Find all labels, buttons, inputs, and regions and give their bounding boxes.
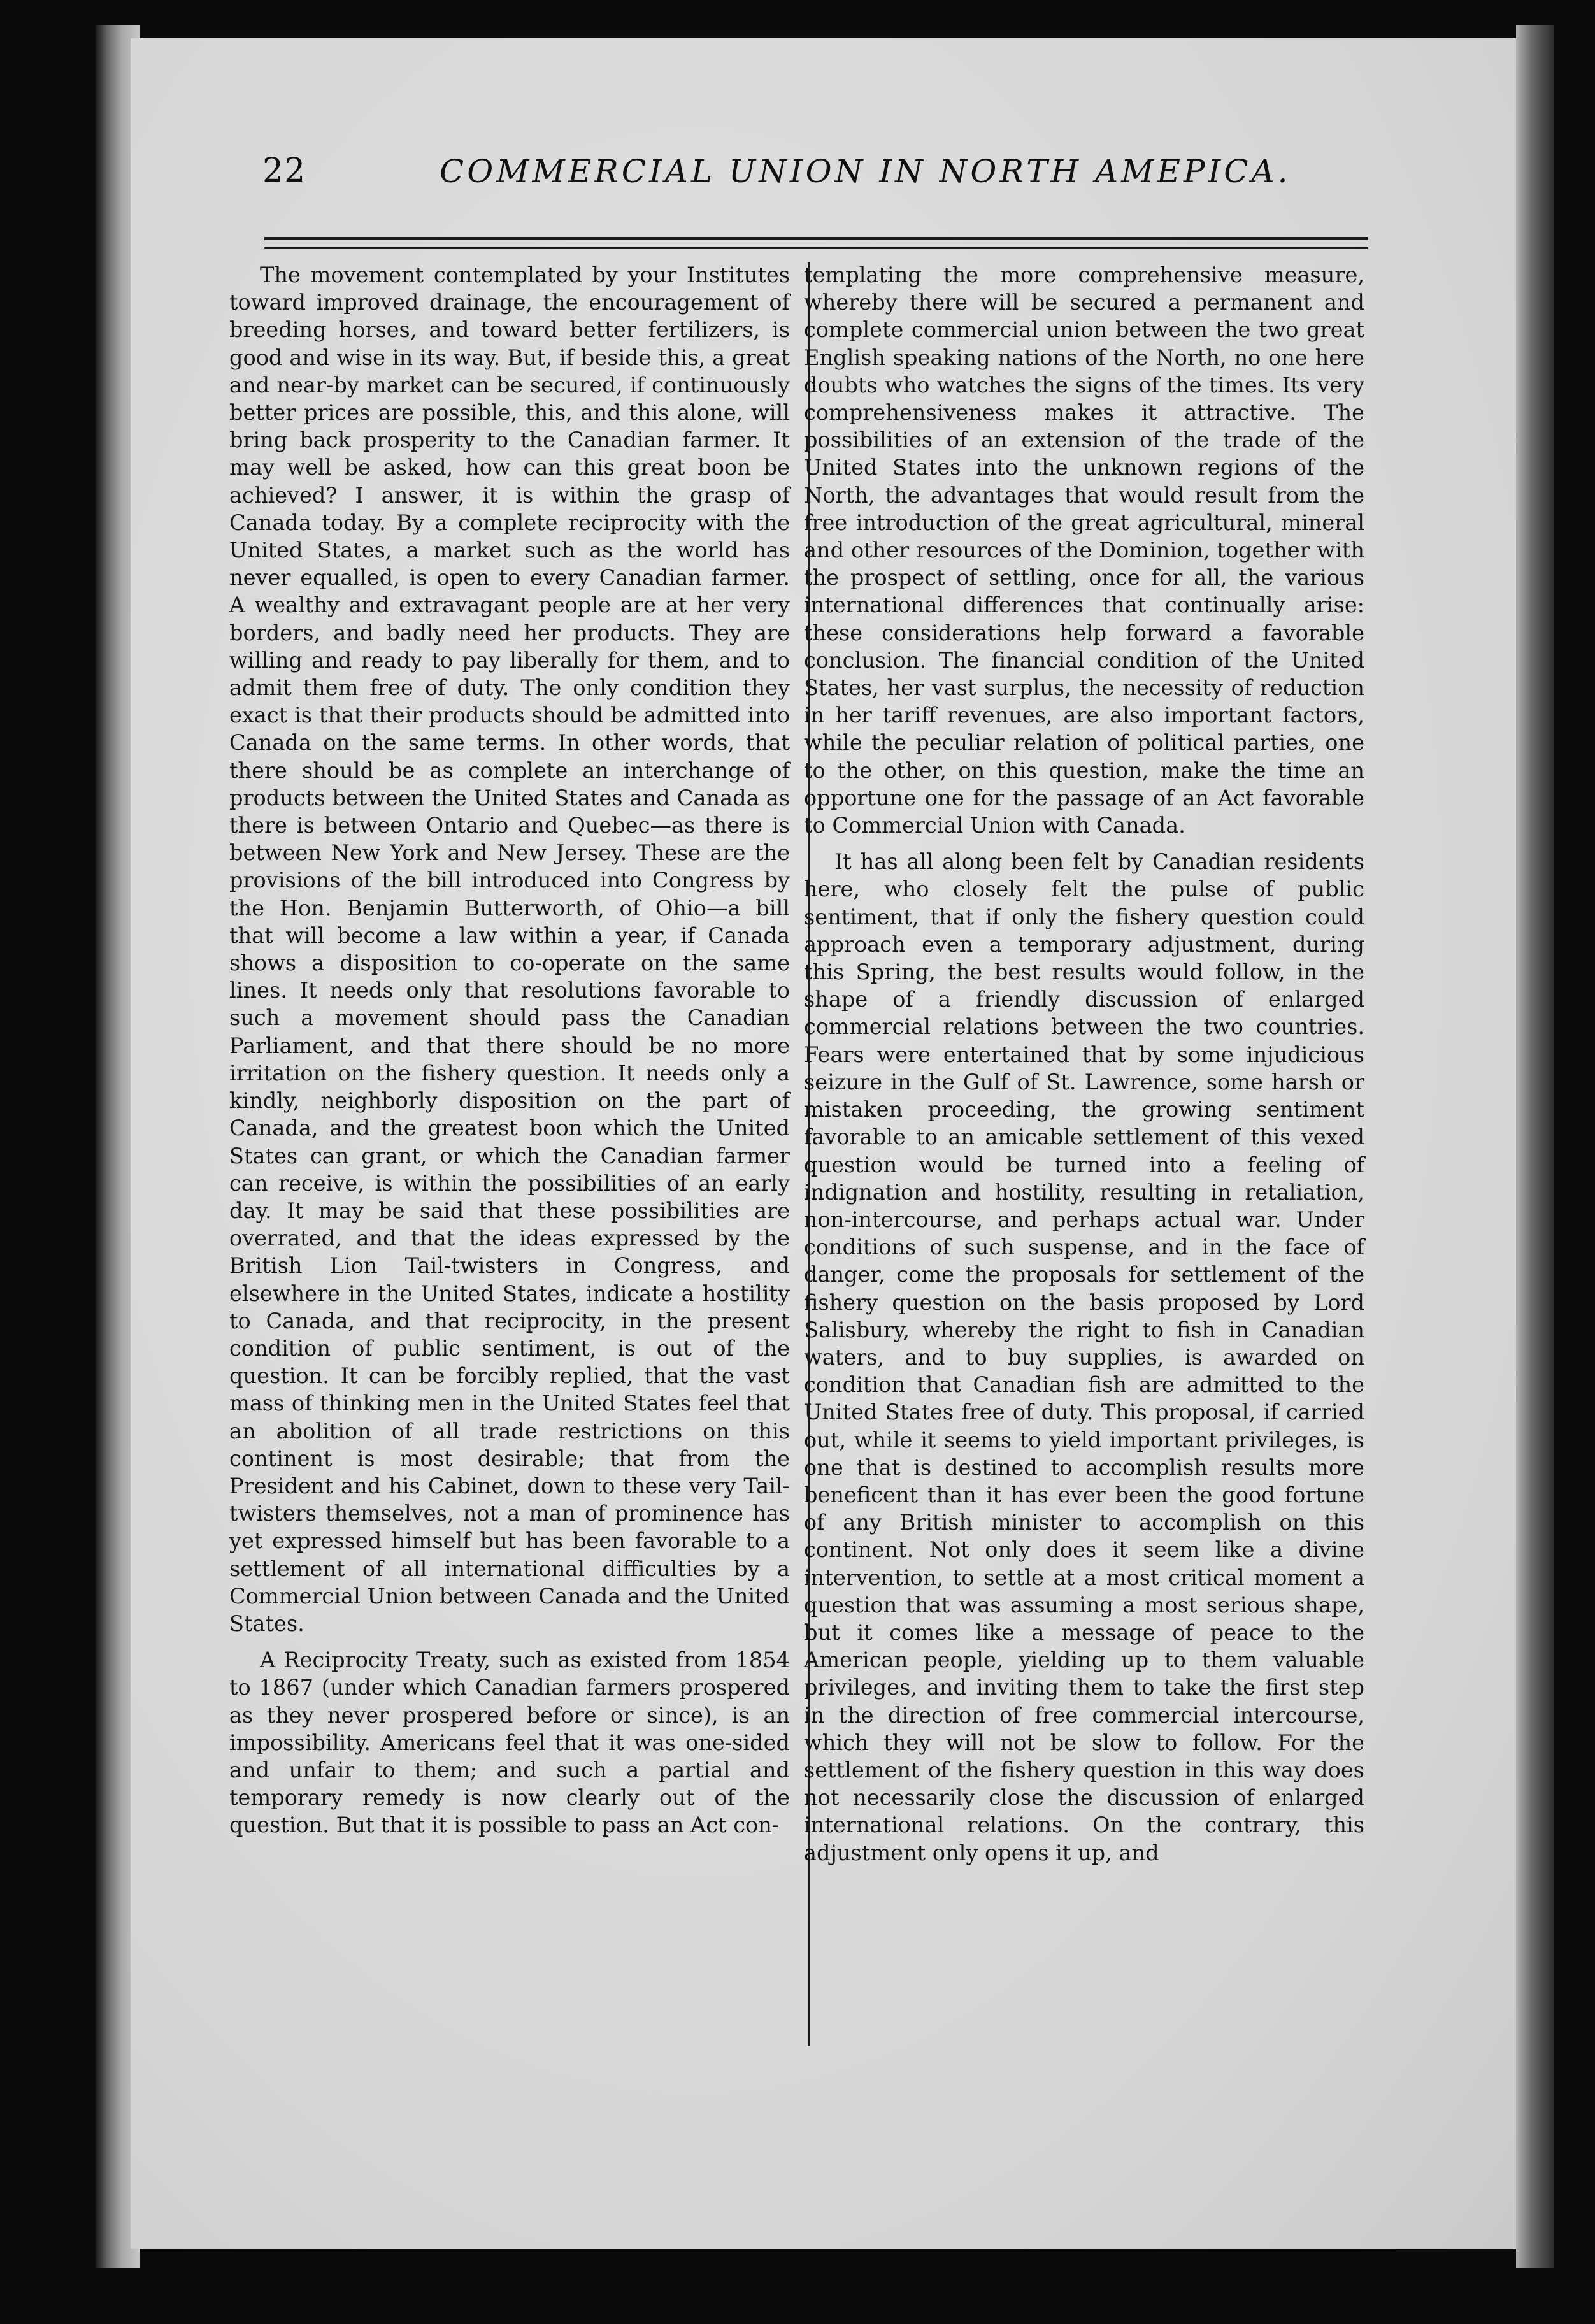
paragraph: A Reciprocity Treaty, such as existed from 1854 to 1867 (under which Canadian farmers prospered as they never prospered before or since), is an impossibility. Americans feel that it was one-sided and unfair to them; and such a partial and temporary remedy is now clearly out of the question. But that it is possible to pass an Act con-: [229, 1647, 790, 1838]
paragraph: It has all along been felt by Canadian residents here, who closely felt the pulse of public sentiment, that if only the fishery question could approach even a temporary adjustment, during this Spring, the best results would follow, in the shape of a friendly discussion of enlarged commercial relations between the two countries. Fears were entertained that by some injudicious seizure in the Gulf of St. Lawrence, some harsh or mistaken proceeding, the growing sentiment favorable to an amicable settlement of this vexed question would be turned into a feeling of indignation and hostility, resulting in retaliation, non-intercourse, and perhaps actual war. Under conditions of such suspense, and in the face of danger, come the proposals for settlement of the fishery question on the basis proposed by Lord Salisbury, whereby the right to fish in Canadian waters, and to buy supplies, is awarded on condition that Canadian fish are admitted to the United States free of duty. This proposal, if carried out, while it seems to yield important privileges, is one that is destined to accomplish results more beneficent than it has ever been the good fortune of any British minister to accomplish on this continent. Not only does it seem like a divine intervention, to settle at a most critical moment a question that was assuming a most serious shape, but it comes like a message of peace to the American people, yielding up to them valuable privileges, and inviting them to take the first step in the direction of free commercial intercourse, which they will not be slow to follow. For the settlement of the fishery question in this way does not necessarily close the discussion of enlarged international relations. On the contrary, this adjustment only opens it up, and: [804, 849, 1364, 1865]
paragraph-continued: templating the more comprehensive measure, whereby there will be secured a permanent and complete commercial union between the two great English speaking nations of the North, no one here doubts who watches the signs of the times. Its very comprehensiveness makes it attractive. The possibilities of an extension of the trade of the United States into the unknown regions of the North, the advantages that would result from the free introduction of the great agricultural, mineral and other resources of the Dominion, together with the prospect of settling, once for all, the various international differences that continually arise: these considerations help forward a favorable conclusion. The financial condition of the United States, her vast surplus, the necessity of reduction in her tariff revenues, are also important factors, while the peculiar relation of political parties, one to the other, on this question, make the time an opportune one for the passage of an Act favorable to Commercial Union with Canada.: [804, 262, 1364, 838]
header-rule-thin: [264, 247, 1368, 249]
running-title: COMMERCIAL UNION IN NORTH AMEPICA.: [440, 153, 1291, 190]
right-text-column: [804, 261, 1364, 1876]
paragraph: The movement contemplated by your Institutes toward improved drainage, the encouragement of breeding horses, and toward better fertilizers, is good and wise in its way. But, if beside this, a great and near-by market can be secured, if continuously better prices are possible, this, and this alone, will bring back prosperity to the Canadian farmer. It may well be asked, how can this great boon be achieved? I answer, it is within the grasp of Canada today. By a complete reciprocity with the United States, a market such as the world has never equalled, is open to every Canadian farmer. A wealthy and extravagant people are at her very borders, and badly need her products. They are willing and ready to pay liberally for them, and to admit them free of duty. The only condition they exact is that their products should be admitted into Canada on the same terms. In other words, that there should be as complete an interchange of products between the United States and Canada as there is between Ontario and Quebec—as there is between New York and New Jersey. These are the provisions of the bill introduced into Congress by the Hon. Benjamin Butterworth, of Ohio—a bill that will become a law within a year, if Canada shows a disposition to co-operate on the same lines. It needs only that resolutions favorable to such a movement should pass the Canadian Parliament, and that there should be no more irritation on the fishery question. It needs only a kindly, neighborly disposition on the part of Canada, and the greatest boon which the United States can grant, or which the Canadian farmer can receive, is within the possibilities of an early day. It may be said that these possibilities are overrated, and that the ideas expressed by the British Lion Tail-twisters in Congress, and elsewhere in the United States, indicate a hostility to Canada, and that reciprocity, in the present condition of public sentiment, is out of the question. It can be forcibly replied, that the vast mass of thinking men in the United States feel that an abolition of all trade restrictions on this continent is most desirable; that from the President and his Cabinet, down to these very Tail-twisters themselves, not a man of prominence has yet expressed himself but has been favorable to a settlement of all international difficulties by a Commercial Union between Canada and the United States.: [229, 262, 790, 1636]
page-number: 22: [262, 152, 306, 190]
header-rule-thick: [264, 237, 1368, 240]
left-text-column: [229, 261, 790, 1848]
page-fore-edge: [1516, 25, 1554, 2268]
